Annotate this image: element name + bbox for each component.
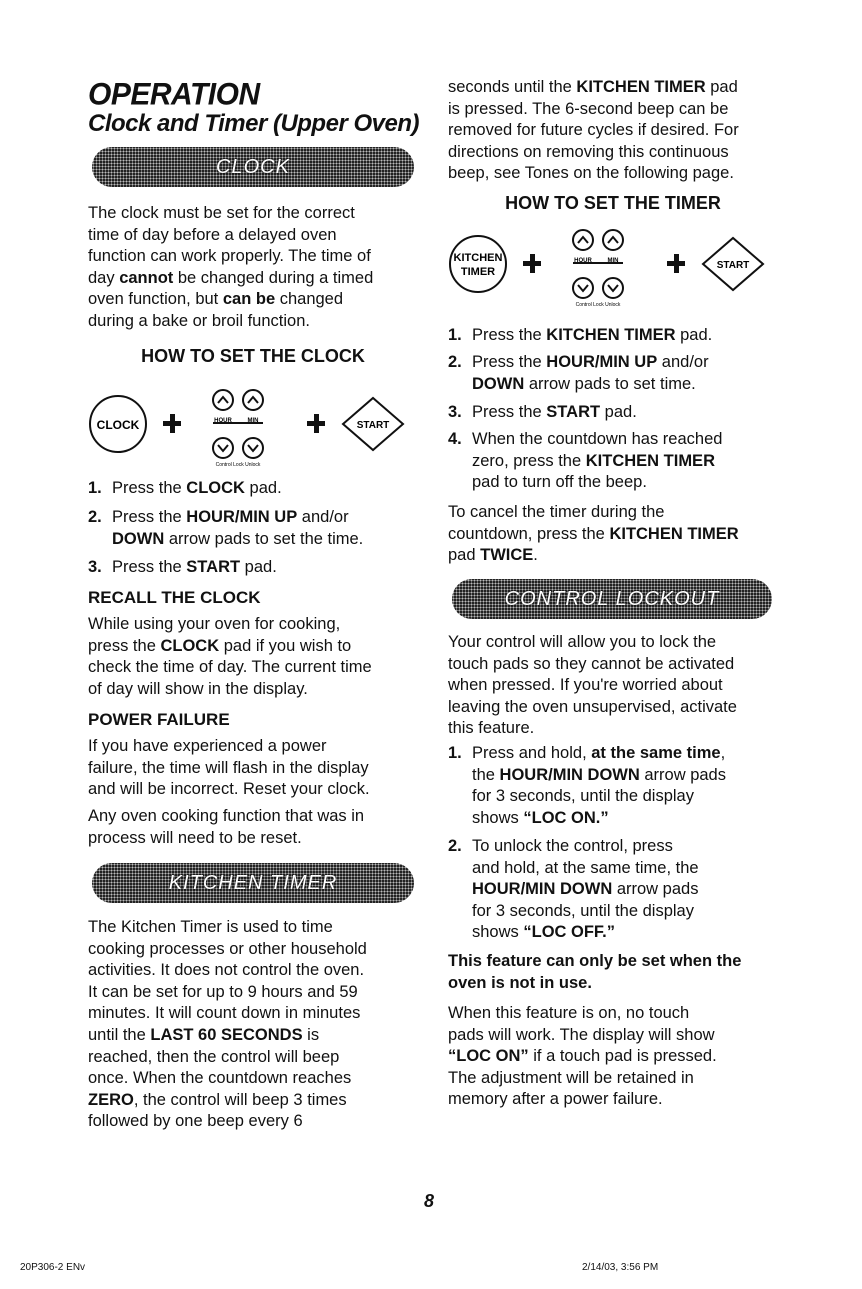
svg-text:Control Lock Unlock: Control Lock Unlock	[215, 462, 261, 468]
footer-doc-code: 20P306-2 ENv	[20, 1262, 86, 1273]
plus-icon	[163, 414, 181, 433]
power-text: If you have experienced a power failure, the time will flash in the display and will be incorrect. Reset your clock.	[88, 737, 370, 799]
svg-text:HOUR: HOUR	[574, 258, 592, 264]
svg-text:HOUR: HOUR	[214, 418, 232, 424]
svg-text:Control Lock Unlock: Control Lock Unlock	[575, 302, 621, 308]
set-clock-heading: HOW TO SET THE CLOCK	[141, 346, 365, 366]
section-subtitle: Clock and Timer (Upper Oven)	[88, 110, 419, 137]
timer-text: The Kitchen Timer is used to time cooking processes or other household activities. It does not control the oven. It can be set for up to 9 hours and 59 minutes. It will count down in minutes until the LAST 60 SECONDS is reached, then the control will beep once. When the countdown reaches ZERO, the control will beep 3 times followed by one beep every 6	[88, 918, 367, 1131]
hour-min-arrows-icon	[573, 230, 623, 298]
kitchen-timer-banner-label: KITCHEN TIMER	[168, 871, 338, 894]
power-heading: POWER FAILURE	[88, 710, 230, 729]
clock-banner	[92, 147, 414, 187]
svg-text:TIMER: TIMER	[460, 266, 496, 278]
kitchen-timer-banner	[92, 863, 414, 903]
plus-icon	[667, 254, 685, 273]
cancel-timer-text: To cancel the timer during the countdown, press the KITCHEN TIMER pad TWICE.	[448, 503, 739, 565]
lockout-note: This feature can only be set when the oven is not in use.	[448, 952, 742, 992]
svg-text:START: START	[356, 420, 390, 431]
svg-text:MIN: MIN	[247, 418, 259, 424]
recall-heading: RECALL THE CLOCK	[88, 588, 261, 607]
timer-keypad-diagram	[448, 222, 778, 312]
plus-icon	[523, 254, 541, 273]
svg-text:START: START	[716, 260, 750, 271]
lockout-text: When this feature is on, no touch pads will work. The display will show “LOC ON” if a touch pad is pressed. The adjustment will be retained in memory after a power failure.	[448, 1004, 717, 1109]
clock-banner-label: CLOCK	[216, 155, 290, 178]
power-text-2: Any oven cooking function that was in process will need to be reset.	[88, 807, 365, 847]
timer-text-continued: seconds until the KITCHEN TIMER pad is pressed. The 6-second beep can be removed for future cycles if desired. For directions on removing this continuous beep, see Tones on the following page.	[448, 78, 739, 183]
control-lockout-banner	[452, 579, 772, 619]
section-title: OPERATION	[88, 77, 260, 112]
set-timer-heading: HOW TO SET THE TIMER	[505, 193, 721, 213]
clock-intro: The clock must be set for the correct time of day before a delayed oven function can work properly. The time of day cannot be changed during a timed oven function, but can be changed during a bake or broil function.	[88, 204, 374, 330]
start-pad-icon	[343, 398, 403, 450]
footer-timestamp: 2/14/03, 3:56 PM	[582, 1262, 659, 1273]
clock-keypad-diagram	[88, 380, 418, 470]
control-lockout-banner-label: CONTROL LOCKOUT	[504, 587, 720, 610]
page-number: 8	[424, 1191, 435, 1211]
recall-text: While using your oven for cooking, press the CLOCK pad if you wish to check the time of day. The current time of day will show in the display.	[88, 615, 372, 698]
svg-text:MIN: MIN	[607, 258, 619, 264]
clock-pad-label: CLOCK	[96, 418, 140, 432]
start-pad-icon	[703, 238, 763, 290]
kitchen-timer-pad-icon	[450, 236, 506, 292]
lockout-intro: Your control will allow you to lock the touch pads so they cannot be activated when pressed. If you're worried about leaving the oven unsupervised, activate this feature.	[448, 633, 737, 738]
svg-text:KITCHEN: KITCHEN	[453, 252, 503, 264]
hour-min-arrows-icon	[213, 390, 263, 458]
plus-icon	[307, 414, 325, 433]
clock-pad-icon	[90, 396, 146, 452]
